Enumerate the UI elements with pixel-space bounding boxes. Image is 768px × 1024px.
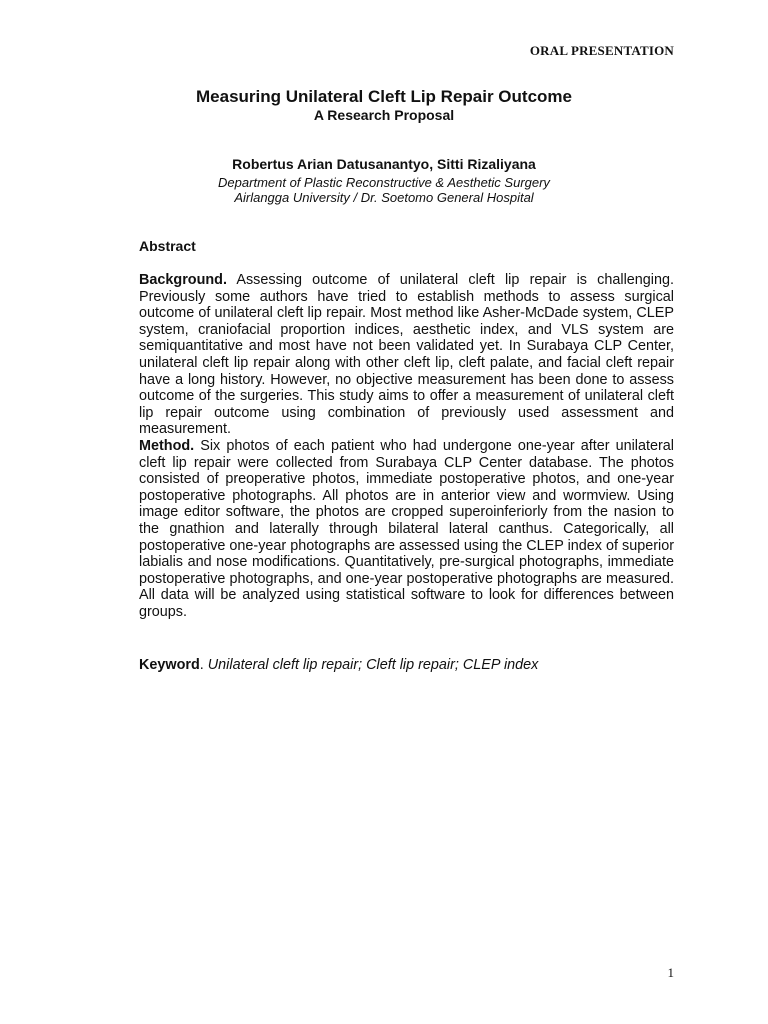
method-paragraph bbox=[139, 438, 674, 621]
header-label: ORAL PRESENTATION bbox=[529, 43, 674, 58]
affiliation-line-1: Department of Plastic Reconstructive & Aesthetic Surgery bbox=[218, 175, 550, 190]
paper-subtitle: A Research Proposal bbox=[313, 107, 455, 123]
page-number: 1 bbox=[667, 965, 674, 980]
abstract-heading: Abstract bbox=[139, 238, 196, 254]
paper-title: Measuring Unilateral Cleft Lip Repair Outcome bbox=[196, 87, 572, 106]
affiliation-line-2: Airlangga University / Dr. Soetomo General Hospital bbox=[234, 190, 534, 205]
method-text: Six photos of each patient who had undergone one-year after unilateral cleft lip repair were collected from Surabaya CLP Center database. The photos consisted of preoperative photos, immediate postoperative photos, and one-year postoperative photographs. All photos are in anterior view and wormview. Using image editor software, the photos are cropped superoinferiorly from the nasion to the gnathion and laterally through bilateral lateral canthus. Categorically, all postoperative one-year photographs are assessed using the CLEP index of superior labialis and nose modifications. Quantitatively, pre-surgical photographs, immediate postoperative photographs, and one-year postoperative photographs are measured. All data will be analyzed using statistical software to look for differences between groups. bbox=[139, 437, 674, 620]
author-list: Robertus Arian Datusanantyo, Sitti Rizaliyana bbox=[232, 156, 536, 172]
keyword-value: Unilateral cleft lip repair; Cleft lip repair; CLEP index bbox=[207, 657, 539, 673]
background-text: Assessing outcome of unilateral cleft lip repair is challenging. Previously some authors have tried to establish methods to assess surgical outcome of unilateral cleft lip repair. Most method like Asher-McDade system, CLEP system, craniofacial proportion indices, aesthetic index, and VLS system are semiquantitative and most have not been validated yet. In Surabaya CLP Center, unilateral cleft lip repair along with other cleft lip, cleft palate, and facial cleft repair have a long history. However, no objective measurement has been done to assess outcome of the surgeries. This study aims to offer a measurement of unilateral cleft lip repair outcome using combination of previously used assessment and measurement. bbox=[139, 272, 674, 438]
keyword-line bbox=[139, 657, 538, 673]
abstract-body bbox=[139, 272, 674, 620]
background-paragraph bbox=[139, 272, 674, 438]
keyword-separator: . bbox=[199, 657, 208, 673]
background-label: Background. bbox=[139, 272, 227, 288]
keyword-label: Keyword bbox=[139, 657, 200, 673]
method-label: Method. bbox=[139, 437, 195, 454]
